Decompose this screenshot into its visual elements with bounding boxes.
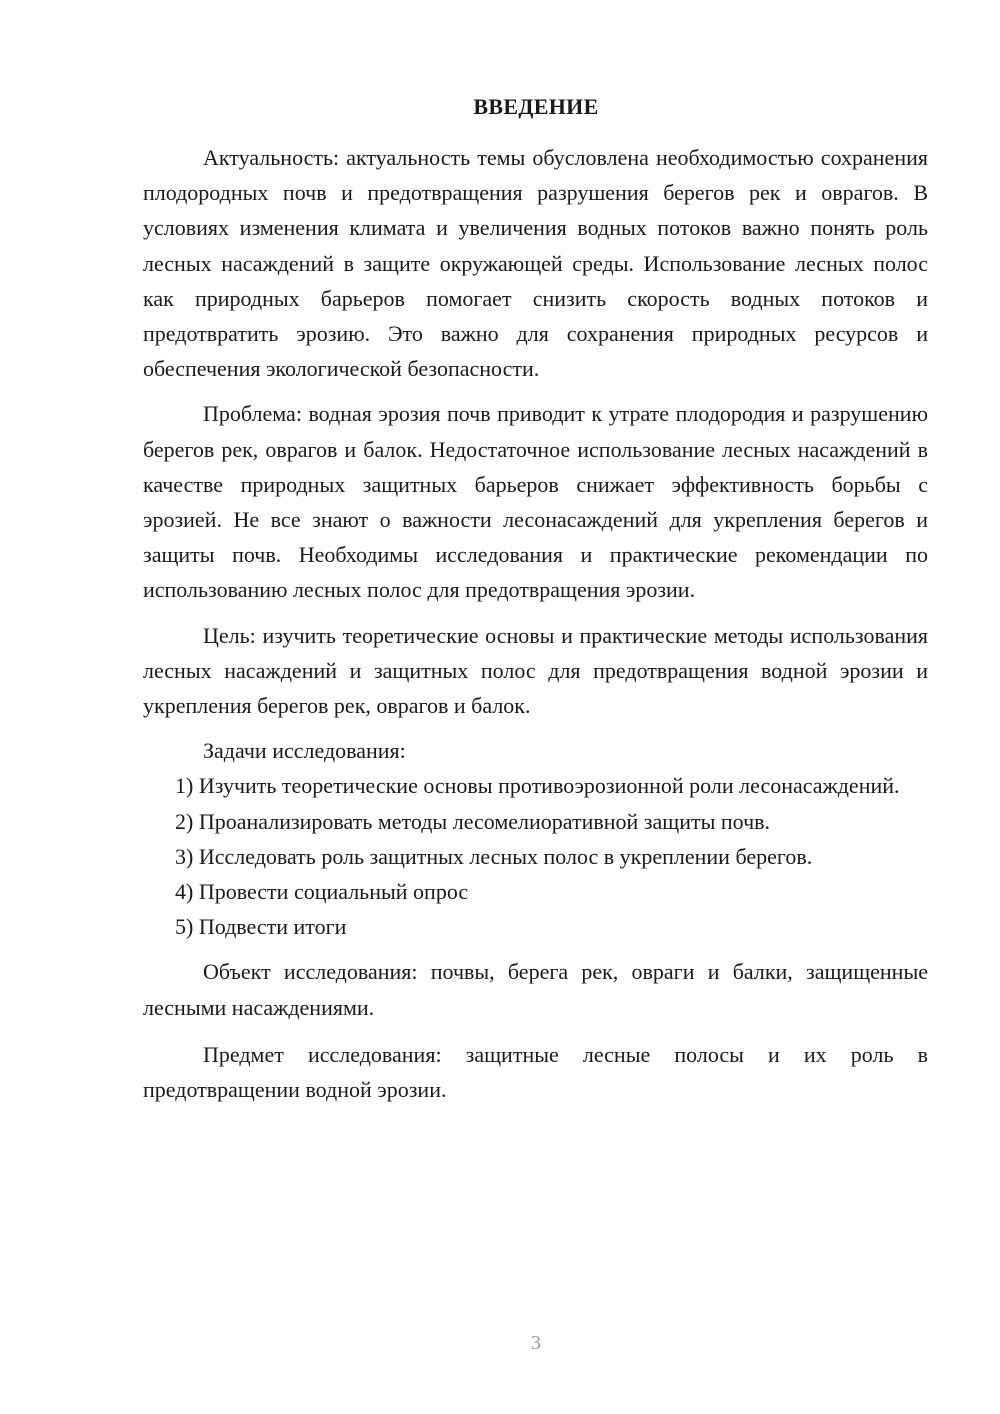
- task-item-3: 3) Исследовать роль защитных лесных полос в укреплении берегов.: [175, 843, 813, 869]
- paragraph-object: Объект исследования: почвы, берега рек, овраги и балки, защищенные лесными насаждениями.: [143, 959, 928, 1020]
- task-item-4: 4) Провести социальный опрос: [175, 879, 469, 905]
- task-item-1: 1) Изучить теоретические основы противоэрозионной роли лесонасаждений.: [175, 773, 900, 799]
- task-item-5: 5) Подвести итоги: [175, 914, 347, 940]
- paragraph-problem: Проблема: водная эрозия почв приводит к утрате плодородия и разрушению берегов рек, оврагов и балок. Недостаточное использование лесных насаждений в качестве природных защитных барьеров снижает эффективность борьбы с эрозией. Не все знают о важности лесонасаждений для укрепления берегов и защиты почв. Необходимы исследования и практические рекомендации по использованию лесных полос для предотвращения эрозии.: [143, 401, 928, 603]
- paragraph-subject: Предмет исследования: защитные лесные полосы и их роль в предотвращении водной эрозии.: [143, 1041, 928, 1103]
- paragraph-relevance: Актуальность: актуальность темы обусловлена необходимостью сохранения плодородных почв и предотвращения разрушения берегов рек и оврагов. В условиях изменения климата и увеличения водных потоков важно понять роль лесных насаждений в защите окружающей среды. Использование лесных полос как природных барьеров помогает снизить скорость водных потоков и предотвратить эрозию. Это важно для сохранения природных ресурсов и обеспечения экологической безопасности.: [143, 145, 928, 382]
- body-text: [143, 140, 928, 1107]
- paragraph-goal: Цель: изучить теоретические основы и практические методы использования лесных насаждений и защитных полос для предотвращения водной эрозии и укрепления берегов рек, оврагов и балок.: [143, 622, 928, 719]
- page-number: 3: [531, 1332, 541, 1354]
- tasks-heading: Задачи исследования:: [203, 738, 406, 764]
- section-heading: ВВЕДЕНИЕ: [473, 94, 599, 119]
- task-item-2: 2) Проанализировать методы лесомелиоративной защиты почв.: [175, 808, 771, 834]
